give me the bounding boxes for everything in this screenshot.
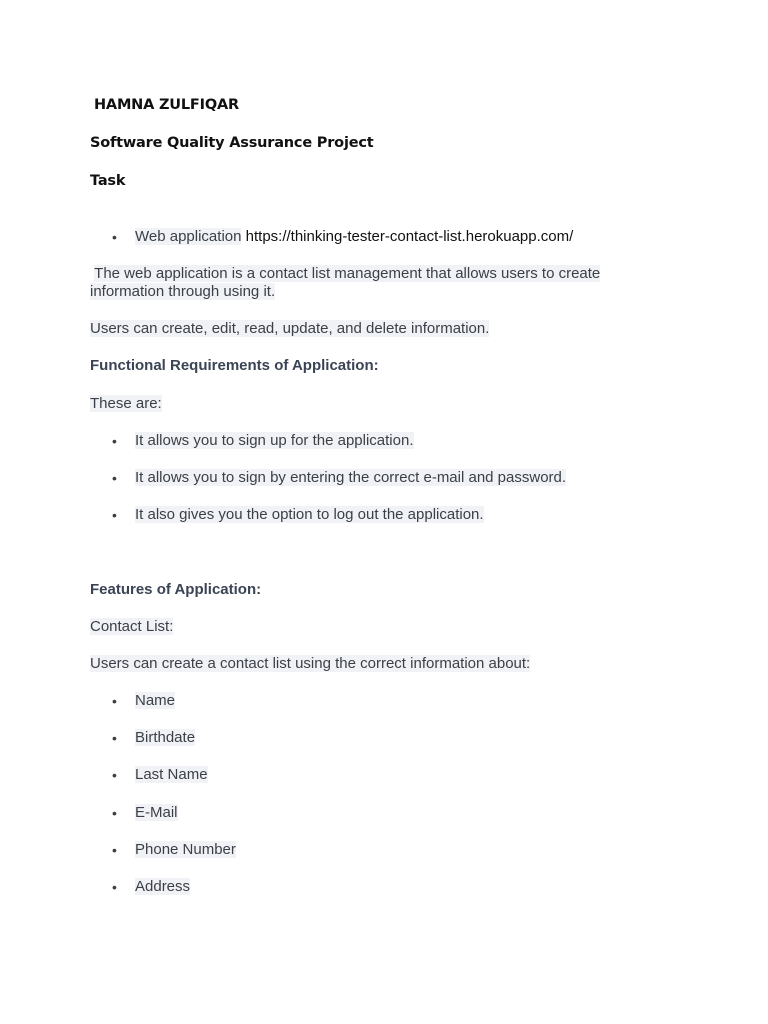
field-text-5: Phone Number bbox=[135, 841, 236, 858]
contact-list-text: Contact List: bbox=[90, 618, 174, 635]
requirement-item-3 bbox=[130, 506, 484, 524]
bullet-field-5: • bbox=[112, 842, 117, 858]
functional-heading: Functional Requirements of Application: bbox=[90, 357, 379, 374]
these-are-text: These are: bbox=[90, 395, 162, 412]
contact-info-text: Users can create a contact list using the correct information about: bbox=[90, 655, 531, 672]
bullet-field-1: • bbox=[112, 693, 117, 709]
field-text-6: Address bbox=[135, 878, 191, 895]
bullet-web-app: • bbox=[112, 229, 117, 245]
requirement-text-3: It also gives you the option to log out the application. bbox=[135, 506, 484, 523]
these-are-label bbox=[90, 395, 162, 413]
field-text-2: Birthdate bbox=[135, 729, 196, 746]
field-text-4: E-Mail bbox=[135, 804, 178, 821]
requirement-text-2: It allows you to sign by entering the correct e-mail and password. bbox=[135, 469, 567, 486]
requirement-item-2 bbox=[130, 469, 566, 487]
bullet-requirement-1: • bbox=[112, 433, 117, 449]
bullet-field-2: • bbox=[112, 730, 117, 746]
web-app-url-link[interactable]: https://thinking-tester-contact-list.herokuapp.com/ bbox=[245, 228, 574, 245]
bullet-requirement-3: • bbox=[112, 507, 117, 523]
field-text-3: Last Name bbox=[135, 766, 208, 783]
task-heading: Task bbox=[90, 173, 126, 189]
field-item-3 bbox=[130, 766, 208, 784]
bullet-field-3: • bbox=[112, 767, 117, 783]
bullet-requirement-2: • bbox=[112, 470, 117, 486]
contact-info-sentence bbox=[90, 655, 530, 673]
field-item-5 bbox=[130, 841, 236, 859]
field-text-1: Name bbox=[135, 692, 176, 709]
crud-sentence bbox=[90, 320, 489, 338]
intro-paragraph bbox=[90, 265, 630, 301]
features-heading: Features of Application: bbox=[90, 581, 262, 598]
web-app-label: Web application bbox=[135, 228, 242, 245]
field-item-1 bbox=[130, 692, 175, 710]
field-item-6 bbox=[130, 878, 190, 896]
field-item-2 bbox=[130, 729, 195, 747]
bullet-field-6: • bbox=[112, 879, 117, 895]
requirement-item-1 bbox=[130, 432, 414, 450]
field-item-4 bbox=[130, 804, 178, 822]
intro-text: The web application is a contact list management that allows users to create information through using it. bbox=[90, 265, 601, 300]
requirement-text-1: It allows you to sign up for the application. bbox=[135, 432, 414, 449]
bullet-field-4: • bbox=[112, 805, 117, 821]
crud-text: Users can create, edit, read, update, and delete information. bbox=[90, 320, 490, 337]
web-app-item bbox=[130, 228, 573, 246]
project-title: Software Quality Assurance Project bbox=[90, 135, 374, 151]
author-name: HAMNA ZULFIQAR bbox=[94, 97, 239, 113]
contact-list-label bbox=[90, 618, 173, 636]
